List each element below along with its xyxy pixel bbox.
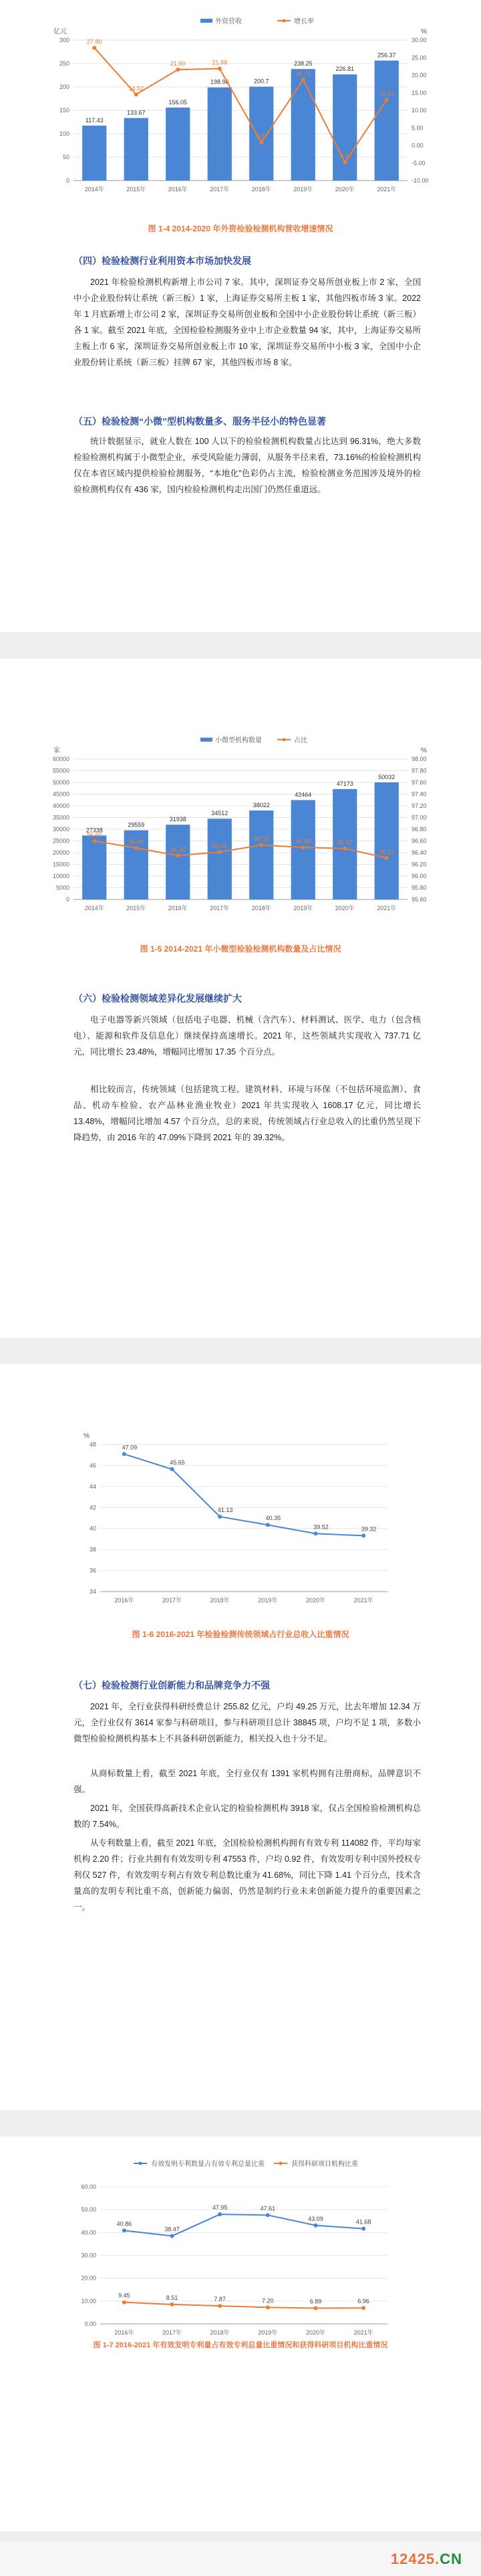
section7-title: （七）检验检测行业创新能力和品牌竞争力不强	[73, 1680, 270, 1691]
legend-bar-label: 外资营收	[215, 18, 242, 25]
y-right-tick: 97.60	[412, 779, 427, 786]
bar-value-label: 29559	[128, 821, 145, 829]
y-unit: %	[84, 1432, 90, 1440]
section5-body: 统计数据显示，就业人数在 100 人以下的检验检测机构数量占比达到 96.31%，绝大多数检验检测机构属于小微型企业，承受风险能力薄弱，从服务半径来看，73.16%的检验检测机构仅在本省区域内提供检验检测服务，“本地化”色彩仍占主流，检验检测业务范围涉及境外的检验检测机构仅有 436 家，国内检验检测机构走出国门仍然任重道远。	[73, 437, 421, 494]
rate-value-label: 13.03	[379, 90, 395, 98]
bar-value-label: 156.05	[168, 98, 188, 106]
x-tick: 2020年	[335, 905, 355, 911]
rate-point	[134, 846, 138, 850]
y-right-tick: 96.40	[412, 849, 427, 856]
legend-label: 获得科研项目机构比重	[291, 2161, 358, 2168]
y-right-tick: 5.00	[412, 124, 424, 132]
x-tick: 2021年	[377, 905, 397, 911]
x-tick: 2015年	[126, 186, 146, 193]
point-value-label: 6.96	[357, 2298, 369, 2305]
logo-main: 12425.	[390, 2551, 440, 2567]
bar	[333, 74, 357, 181]
bar-value-label: 198.96	[210, 78, 229, 86]
y-left-tick: 10000	[52, 873, 69, 879]
bar-value-label: 117.43	[85, 116, 104, 124]
rate-point	[343, 160, 347, 165]
series-point	[361, 2227, 365, 2231]
bar-value-label: 31938	[169, 816, 186, 823]
rate-value-label: 96.35	[170, 846, 186, 853]
point-value-label: 41.13	[217, 1506, 233, 1513]
series-point	[314, 1531, 318, 1535]
x-tick: 2018年	[251, 186, 271, 193]
x-tick: 2016年	[168, 186, 188, 193]
series-point	[266, 2213, 270, 2217]
section7-p1: 2021 年，全行业获得科研经费总计 255.82 亿元，户均 49.25 万元，比去年增加 12.34 万元，全行业仅有 3614 家参与科研项目，参与科研项目总计 38845 项，户均不足 1 项，多数小微型检验检测机构基本上不具备科研创新能力，相关投入也十分不足。	[73, 1702, 421, 1743]
y-tick: 50.00	[81, 2206, 96, 2214]
bar-value-label: 42464	[295, 791, 312, 798]
rate-point	[259, 140, 263, 144]
series-point	[122, 2300, 126, 2304]
y-tick: 10.00	[81, 2297, 96, 2304]
y-tick: 34	[89, 1588, 96, 1595]
y-right-unit: %	[421, 747, 427, 754]
y-tick: 60.00	[81, 2183, 96, 2190]
chart1-caption: 图 1-4 2014-2020 年外资检验检测机构营收增速情况	[148, 224, 333, 233]
rate-value-label: 96.47	[337, 839, 353, 846]
footer	[0, 2541, 481, 2576]
y-left-unit: 亿元	[53, 28, 67, 35]
x-tick: 2019年	[293, 905, 313, 911]
x-tick: 2019年	[258, 1597, 278, 1604]
series-point	[361, 2306, 365, 2310]
bar-value-label: 34512	[211, 810, 228, 817]
y-right-tick: 95.60	[412, 896, 427, 903]
site-logo[interactable]	[391, 2551, 462, 2568]
x-tick: 2016年	[168, 905, 188, 911]
bar-value-label: 226.81	[335, 66, 355, 73]
legend-bar-swatch	[200, 19, 212, 23]
rate-value-label: 96.31	[379, 848, 395, 855]
bar	[82, 835, 106, 899]
rate-value-label: -4.80	[337, 152, 352, 160]
y-right-tick: 97.00	[412, 814, 427, 821]
y-right-unit: %	[421, 28, 427, 35]
series-point	[122, 1452, 126, 1456]
y-right-tick: 0.00	[412, 142, 424, 149]
rate-value-label: 14.52	[128, 85, 144, 92]
rate-value-label: 96.53	[253, 835, 269, 843]
section6-p2: 相比较而言，传统领域（包括建筑工程、建筑材料、环境与环保（不包括环境监测）、食品、机动车检验、农产品林业渔业牧业）2021 年共实现收入 1608.17 亿元，同比增长 13.48%，增幅同比增加 4.57 个百分点，总的来说，传统领域占行业总收入的比重仍然呈现下降趋势，由 2016 年的 47.09%下降到 2021 年的 39.32%。	[73, 1085, 421, 1142]
rate-value-label: 96.41	[212, 843, 228, 850]
point-value-label: 38.47	[164, 2226, 180, 2233]
x-tick: 2017年	[162, 2329, 182, 2336]
section7-p2: 从商标数量上看，截至 2021 年底，全行业仅有 1391 家机构拥有注册商标，品牌意识不强。	[73, 1769, 421, 1794]
point-value-label: 39.52	[313, 1523, 329, 1531]
x-tick: 2021年	[353, 2329, 373, 2336]
x-tick: 2017年	[210, 905, 230, 911]
chart-patent-research	[0, 2150, 481, 2351]
rate-value-label: 27.80	[86, 38, 102, 45]
point-value-label: 9.45	[118, 2292, 130, 2299]
y-right-tick: 96.20	[412, 861, 427, 868]
bar-value-label: 38022	[253, 801, 270, 809]
y-left-unit: 家	[53, 747, 60, 754]
y-left-tick: 150	[59, 107, 69, 114]
bar	[249, 811, 273, 899]
rate-point	[92, 46, 96, 50]
rate-point	[92, 839, 96, 843]
page-3	[0, 1364, 481, 2110]
y-tick: 48	[89, 1441, 96, 1448]
y-tick: 40.00	[81, 2229, 96, 2236]
bar	[208, 88, 232, 181]
y-right-tick: 10.00	[412, 107, 427, 114]
bar-value-label: 133.67	[126, 109, 146, 116]
y-tick: 36	[89, 1567, 96, 1574]
y-left-tick: 35000	[52, 814, 69, 821]
y-left-tick: 250	[59, 60, 69, 67]
x-tick: 2018年	[210, 2329, 230, 2336]
series-point	[218, 2212, 222, 2216]
point-value-label: 7.20	[262, 2297, 274, 2304]
point-value-label: 40.86	[116, 2220, 132, 2228]
section4-title: （四）检验检测行业利用资本市场加快发展	[73, 255, 251, 266]
legend-marker	[279, 2162, 283, 2165]
y-right-tick: 25.00	[412, 54, 427, 62]
x-tick: 2016年	[114, 2329, 134, 2336]
section7-p3: 2021 年，全国获得高新技术企业认定的检验检测机构 3918 家，仅占全国检验检测机构总数的 7.54%。	[73, 1804, 421, 1829]
y-right-tick: 20.00	[412, 72, 427, 79]
bar	[375, 61, 399, 181]
rate-point	[218, 67, 222, 71]
y-right-tick: 96.00	[412, 873, 427, 879]
point-value-label: 6.89	[309, 2298, 322, 2305]
y-tick: 0.00	[84, 2321, 96, 2327]
x-tick: 2020年	[335, 186, 355, 193]
y-left-tick: 0	[65, 896, 69, 903]
y-tick: 44	[89, 1483, 96, 1490]
page-4	[0, 2137, 481, 2531]
bar	[291, 800, 315, 899]
y-left-tick: 45000	[52, 790, 69, 798]
rate-point	[301, 845, 305, 849]
y-right-tick: 15.00	[412, 89, 427, 96]
y-left-tick: 40000	[52, 802, 69, 809]
point-value-label: 47.09	[122, 1444, 138, 1451]
x-tick: 2017年	[162, 1597, 182, 1604]
series-point	[218, 1515, 222, 1519]
y-left-tick: 200	[59, 84, 69, 90]
section6-title: （六）检验检测领域差异化发展继续扩大	[73, 993, 242, 1004]
point-value-label: 43.09	[308, 2215, 323, 2222]
rate-value-label: 18.71	[295, 70, 311, 78]
legend-line-marker	[283, 19, 286, 23]
y-left-tick: 50000	[52, 779, 69, 786]
y-right-tick: -5.00	[412, 159, 426, 167]
point-value-label: 41.68	[355, 2218, 371, 2226]
y-tick: 42	[89, 1504, 96, 1511]
x-tick: 2019年	[293, 186, 313, 193]
legend-line-label: 增长率	[294, 18, 314, 25]
section6-p1: 电子电器等新兴领域（包括电子电器、机械（含汽车）、材料测试、医学、电力（包含核电）、能源和软件及信息化）继续保持高速增长。2021 年，这些领域共实现收入 737.71 亿元，同比增长 23.48%，增幅同比增加 17.35 个百分点。	[73, 1015, 421, 1057]
series-point	[218, 2304, 222, 2308]
rate-value-label: 0.87	[255, 132, 268, 140]
chart-foreign-revenue	[0, 7, 481, 221]
y-right-tick: 97.20	[412, 802, 427, 809]
bar-value-label: 27338	[86, 827, 103, 834]
x-tick: 2018年	[210, 1597, 230, 1604]
series-point	[170, 1467, 174, 1471]
x-tick: 2015年	[126, 905, 146, 911]
section7-p4: 从专利数量上看，截至 2021 年底，全国检验检测机构拥有有效专利 114082 件，平均每家机构 2.20 件；行业共拥有有效发明专利 47553 件，户均 0.92 件，有效发明专利中国外授权专利仅 527 件，有效发明专利占有效专利总数比重为 41.68%，同比下降 1.41 个百分点，技术含量高的发明专利比重不高，创新能力偏弱，仍然是制约行业未来创新能力提升的重要因素之一。	[73, 1838, 421, 1912]
x-tick: 2016年	[114, 1597, 134, 1604]
point-value-label: 40.35	[265, 1515, 281, 1522]
rate-point	[176, 853, 180, 857]
rate-point	[134, 92, 138, 96]
y-left-tick: 100	[59, 130, 69, 137]
series-point	[266, 1523, 270, 1527]
rate-point	[343, 847, 347, 851]
rate-point	[176, 68, 180, 72]
section4-body: 2021 年检验检测机构新增上市公司 7 家。其中，深圳证券交易所创业板上市 2 家，全国中小企业股份转让系统（新三板）1 家，上海证券交易所主板 1 家，其他四板市场 3 家。2022 年 1 月底新增上市公司 2 家，深圳证券交易所创业板和全国中小企业股份转让系统（新三板）各 1 家。截至 2021 年底，全国检验检测服务业中上市企业数量 94 家，其中，上海证券交易所主板上市 6 家，深圳证券交易所创业板上市 10 家，深圳证券交易所中小板 3 家，全国中小企业股份转让系统（新三板）挂牌 67 家，其他四板市场 8 家。	[73, 278, 421, 367]
x-tick: 2014年	[84, 186, 104, 193]
y-tick: 40	[89, 1525, 96, 1532]
chart-small-institutions	[0, 726, 481, 940]
y-left-tick: 30000	[52, 826, 69, 833]
rate-point	[218, 850, 222, 854]
legend-line-label: 占比	[294, 737, 307, 744]
bar	[124, 118, 148, 181]
y-right-tick: 30.00	[412, 37, 427, 43]
chart3-caption: 图 1-6 2016-2021 年检验检测传统领域占行业总收入比重情况	[132, 1630, 349, 1639]
point-value-label: 45.65	[170, 1459, 185, 1466]
series-point	[361, 1533, 365, 1537]
rate-value-label: 96.60	[86, 831, 102, 839]
x-tick: 2019年	[258, 2329, 278, 2336]
y-right-tick: -10.00	[412, 177, 429, 184]
page-2	[0, 659, 481, 1337]
logo-cn: CN	[440, 2551, 462, 2567]
point-value-label: 47.95	[212, 2204, 228, 2212]
rate-value-label: 21.88	[212, 59, 228, 66]
series-point	[170, 2234, 174, 2238]
y-left-tick: 50	[62, 154, 69, 160]
series-point	[266, 2305, 270, 2309]
bar	[375, 782, 399, 899]
bar	[166, 825, 190, 899]
y-right-tick: 97.40	[412, 790, 427, 798]
rate-value-label: 96.49	[295, 838, 311, 845]
bar-value-label: 50032	[378, 773, 395, 780]
rate-point	[259, 843, 263, 847]
series-point	[122, 2228, 126, 2232]
series-point	[314, 2224, 318, 2228]
page-1	[0, 0, 481, 632]
x-tick: 2018年	[251, 905, 271, 911]
chart-traditional-share	[0, 1424, 481, 1625]
y-tick: 38	[89, 1546, 96, 1553]
y-left-tick: 5000	[55, 884, 69, 891]
chart4-caption: 图 1-7 2016-2021 年有效发明专利量占有效专利总量比重情况和获得科研项目机构比重情况	[93, 2341, 388, 2349]
y-left-tick: 25000	[52, 837, 69, 845]
legend-line-marker	[283, 738, 286, 742]
legend-bar-label: 小微型机构数量	[215, 737, 262, 744]
y-left-tick: 300	[59, 37, 69, 43]
y-right-tick: 98.00	[412, 756, 427, 762]
point-value-label: 39.32	[361, 1525, 377, 1533]
rate-value-label: 96.48	[128, 839, 144, 845]
x-tick: 2020年	[305, 1597, 326, 1604]
x-tick: 2020年	[305, 2329, 326, 2336]
rate-point	[385, 98, 389, 102]
legend-marker	[139, 2162, 142, 2165]
point-value-label: 7.87	[214, 2296, 226, 2303]
y-tick: 30.00	[81, 2252, 96, 2259]
y-tick: 20.00	[81, 2274, 96, 2282]
bar-value-label: 256.37	[377, 51, 396, 59]
point-value-label: 8.51	[166, 2294, 178, 2301]
series-point	[314, 2306, 318, 2310]
y-tick: 46	[89, 1462, 96, 1469]
series-line	[124, 2302, 363, 2309]
x-tick: 2017年	[210, 186, 230, 193]
bar	[208, 819, 232, 899]
y-right-tick: 96.60	[412, 837, 427, 845]
y-left-tick: 20000	[52, 849, 69, 856]
bar-value-label: 200.7	[253, 78, 269, 85]
y-right-tick: 95.80	[412, 884, 427, 891]
series-point	[170, 2302, 174, 2306]
y-left-tick: 60000	[52, 756, 69, 762]
bar	[291, 69, 315, 181]
chart2-caption: 图 1-5 2014-2021 年小微型检验检测机构数量及占比情况	[140, 944, 341, 954]
point-value-label: 47.61	[260, 2205, 276, 2212]
bar	[82, 126, 106, 181]
rate-point	[385, 856, 389, 860]
bar-value-label: 238.25	[293, 60, 313, 68]
y-left-tick: 55000	[52, 767, 69, 774]
bar-value-label: 47173	[336, 780, 353, 787]
bar	[166, 108, 190, 181]
legend-label: 有效发明专利数量占有效专利总量比重	[151, 2161, 265, 2168]
section5-title: （五）检验检测“小微”型机构数量多、服务半径小的特色显著	[73, 416, 326, 427]
y-right-tick: 96.80	[412, 826, 427, 833]
x-tick: 2021年	[353, 1597, 373, 1604]
y-right-tick: 97.80	[412, 767, 427, 774]
rate-value-label: 21.60	[170, 60, 186, 68]
y-left-tick: 0	[65, 177, 69, 184]
x-tick: 2021年	[377, 186, 397, 193]
y-left-tick: 15000	[52, 861, 69, 868]
rate-point	[301, 78, 305, 82]
legend-bar-swatch	[200, 738, 212, 742]
x-tick: 2014年	[84, 905, 104, 911]
